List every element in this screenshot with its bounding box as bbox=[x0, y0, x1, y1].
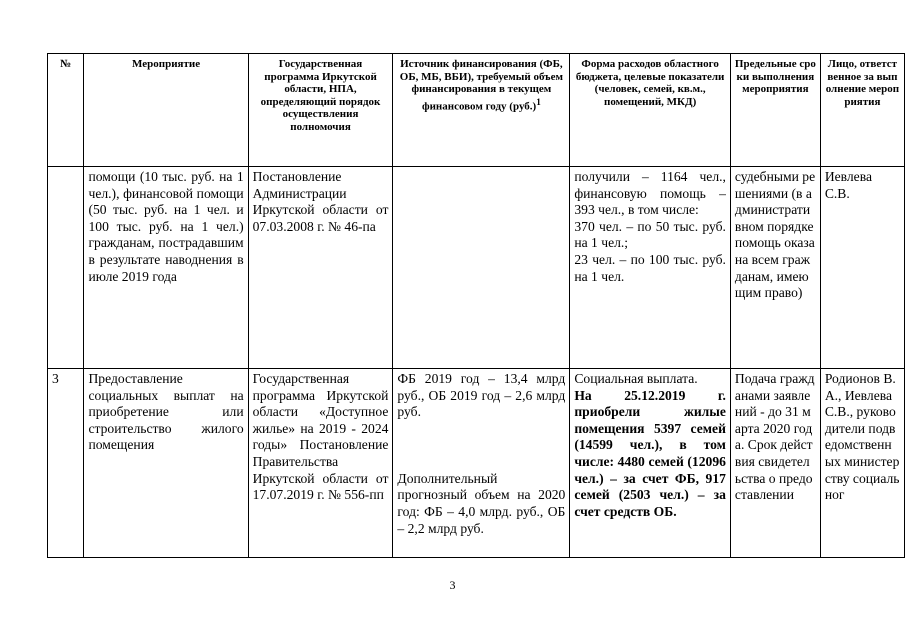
table-row-continuation bbox=[48, 167, 905, 369]
header-responsible: Лицо, ответственное за выполнение мероприятия bbox=[820, 54, 904, 167]
funding-main: ФБ 2019 год – 13,4 млрд руб., ОБ 2019 год – 2,6 млрд руб. bbox=[397, 371, 566, 420]
cell-program: Постановление Администрации Иркутской области от 07.03.2008 г. № 46-па bbox=[248, 167, 393, 369]
cell-event: помощи (10 тыс. руб. на 1 чел.), финансовой помощи (50 тыс. руб. на 1 чел. и 100 тыс. руб. на 1 чел.) гражданам, пострадавшим в результате наводнения в июле 2019 года bbox=[84, 167, 248, 369]
cell-expenses: получили – 1164 чел., финансовую помощь – 393 чел., в том числе: 370 чел. – по 50 тыс. руб. на 1 чел.; 23 чел. – по 100 тыс. руб. на 1 чел. bbox=[570, 167, 731, 369]
header-funding-text: Источник финансирования (ФБ, ОБ, МБ, ВБИ), требуемый объем финансирования в текущем финансовом году (руб.) bbox=[399, 58, 563, 113]
header-number: № bbox=[48, 54, 84, 167]
cell-funding bbox=[393, 369, 570, 558]
header-program: Государственная программа Иркутской области, НПА, определяющий порядок осуществления полномочия bbox=[248, 54, 393, 167]
header-funding bbox=[393, 54, 570, 167]
cell-event: Предоставление социальных выплат на приобретение или строительство жилого помещения bbox=[84, 369, 248, 558]
measures-table bbox=[47, 53, 905, 558]
funding-extra: Дополнительный прогнозный объем на 2020 год: ФБ – 4,0 млрд. руб., ОБ – 2,2 млрд руб. bbox=[397, 470, 566, 536]
cell-responsible: Иевлева С.В. bbox=[820, 167, 904, 369]
table-header-row bbox=[48, 54, 905, 167]
table-row-3 bbox=[48, 369, 905, 558]
cell-number bbox=[48, 167, 84, 369]
cell-deadline: судебными решениями (в административном порядке помощь оказана всем гражданам, имеющим право) bbox=[730, 167, 820, 369]
cell-deadline: Подача гражданами заявлений - до 31 марта 2020 года. Срок действия свидетельства о предоставлении bbox=[730, 369, 820, 558]
expenses-bold: На 25.12.2019 г. приобрели жилые помещения 5397 семей (14599 чел.), в том числе: 4480 семей (12096 чел.) – за счет ФБ, 917 семей (2503 чел.) – за счет средств ОБ. bbox=[574, 387, 726, 519]
cell-expenses bbox=[570, 369, 731, 558]
header-event: Мероприятие bbox=[84, 54, 248, 167]
footnote-mark: 1 bbox=[536, 96, 541, 107]
cell-program: Государственная программа Иркутской области «Доступное жилье» на 2019 - 2024 годы» Постановление Правительства Иркутской области от 17.07.2019 г. № 556-пп bbox=[248, 369, 393, 558]
page-number: 3 bbox=[449, 578, 456, 592]
expenses-intro: Социальная выплата. bbox=[574, 371, 698, 386]
cell-responsible: Родионов В.А., Иевлева С.В., руководители подведомственных министерству социальног bbox=[820, 369, 904, 558]
header-expenses: Форма расходов областного бюджета, целевые показатели (человек, семей, кв.м., помещений, МКД) bbox=[570, 54, 731, 167]
cell-funding bbox=[393, 167, 570, 369]
cell-number: 3 bbox=[48, 369, 84, 558]
header-deadline: Предельные сроки выполнения мероприятия bbox=[730, 54, 820, 167]
